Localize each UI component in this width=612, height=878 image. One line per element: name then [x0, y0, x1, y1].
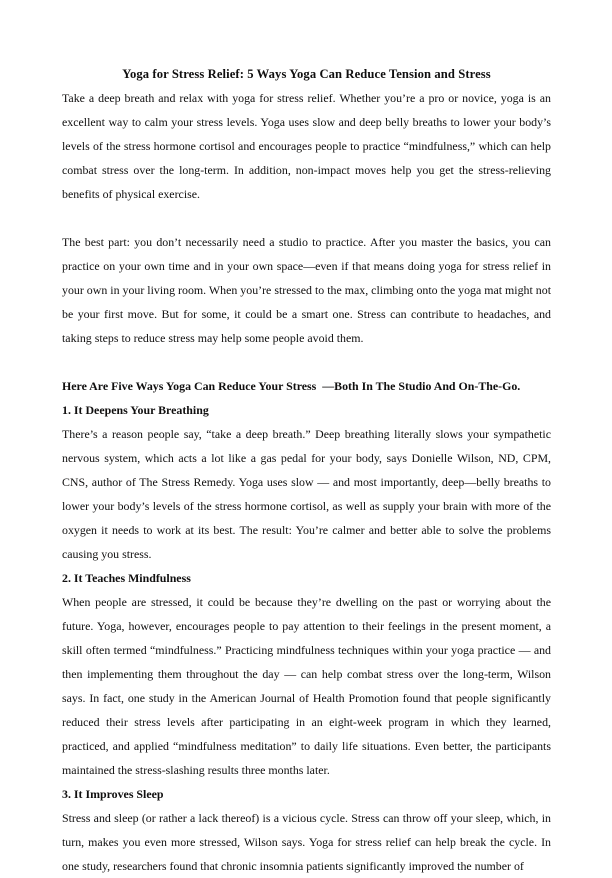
- section-heading-1: 1. It Deepens Your Breathing: [62, 403, 209, 417]
- intro-paragraph-2: The best part: you don’t necessarily need a studio to practice. After you master the basics, you can practice on your own time and in your own space—even if that means doing yoga for stress relief in your own in your living room. When you’re stressed to the max, climbing onto the yoga mat might not be your first move. But for some, it could be a smart one. Stress can contribute to headaches, and taking steps to reduce stress may help some people avoid them.: [62, 235, 551, 345]
- section-heading-main: Here Are Five Ways Yoga Can Reduce Your Stress —Both In The Studio And On-The-Go.: [62, 379, 521, 393]
- page-title: Yoga for Stress Relief: 5 Ways Yoga Can Reduce Tension and Stress: [122, 67, 491, 81]
- paragraph-spacer: [62, 206, 551, 230]
- section-body-3: Stress and sleep (or rather a lack thereof) is a vicious cycle. Stress can throw off your sleep, which, in turn, makes you even more stressed, Wilson says. Yoga for stress relief can help break the cycle. In one study, researchers found that chronic insomnia patients significantly improved the number of: [62, 811, 551, 873]
- document-content: [62, 0, 551, 878]
- section-heading-2: 2. It Teaches Mindfulness: [62, 571, 191, 585]
- section-body-1: There’s a reason people say, “take a deep breath.” Deep breathing literally slows your sympathetic nervous system, which acts a lot like a gas pedal for your body, says Donielle Wilson, ND, CPM, CNS, author of The Stress Remedy. Yoga uses slow — and most importantly, deep—belly breaths to lower your body’s levels of the stress hormone cortisol, as well as supply your brain with more of the oxygen it needs to work at its best. The result: You’re calmer and better able to solve the problems causing you stress.: [62, 427, 551, 561]
- section-heading-3: 3. It Improves Sleep: [62, 787, 164, 801]
- section-body-2: When people are stressed, it could be because they’re dwelling on the past or worrying about the future. Yoga, however, encourages people to pay attention to their feelings in the present moment, a skill often termed “mindfulness.” Practicing mindfulness techniques within your yoga practice — and then implementing them throughout the day — can help combat stress over the long-term, Wilson says. In fact, one study in the American Journal of Health Promotion found that people significantly reduced their stress levels after participating in an eight-week program in which they learned, practiced, and applied “mindfulness meditation” to daily life situations. Even better, the participants maintained the stress-slashing results three months later.: [62, 595, 551, 777]
- intro-paragraph-1: Take a deep breath and relax with yoga for stress relief. Whether you’re a pro or novice, yoga is an excellent way to calm your stress levels. Yoga uses slow and deep belly breaths to lower your body’s levels of the stress hormone cortisol and encourages people to practice “mindfulness,” which can help combat stress over the long-term. In addition, non-impact moves help you get the stress-relieving benefits of physical exercise.: [62, 91, 551, 201]
- paragraph-spacer: [62, 350, 551, 374]
